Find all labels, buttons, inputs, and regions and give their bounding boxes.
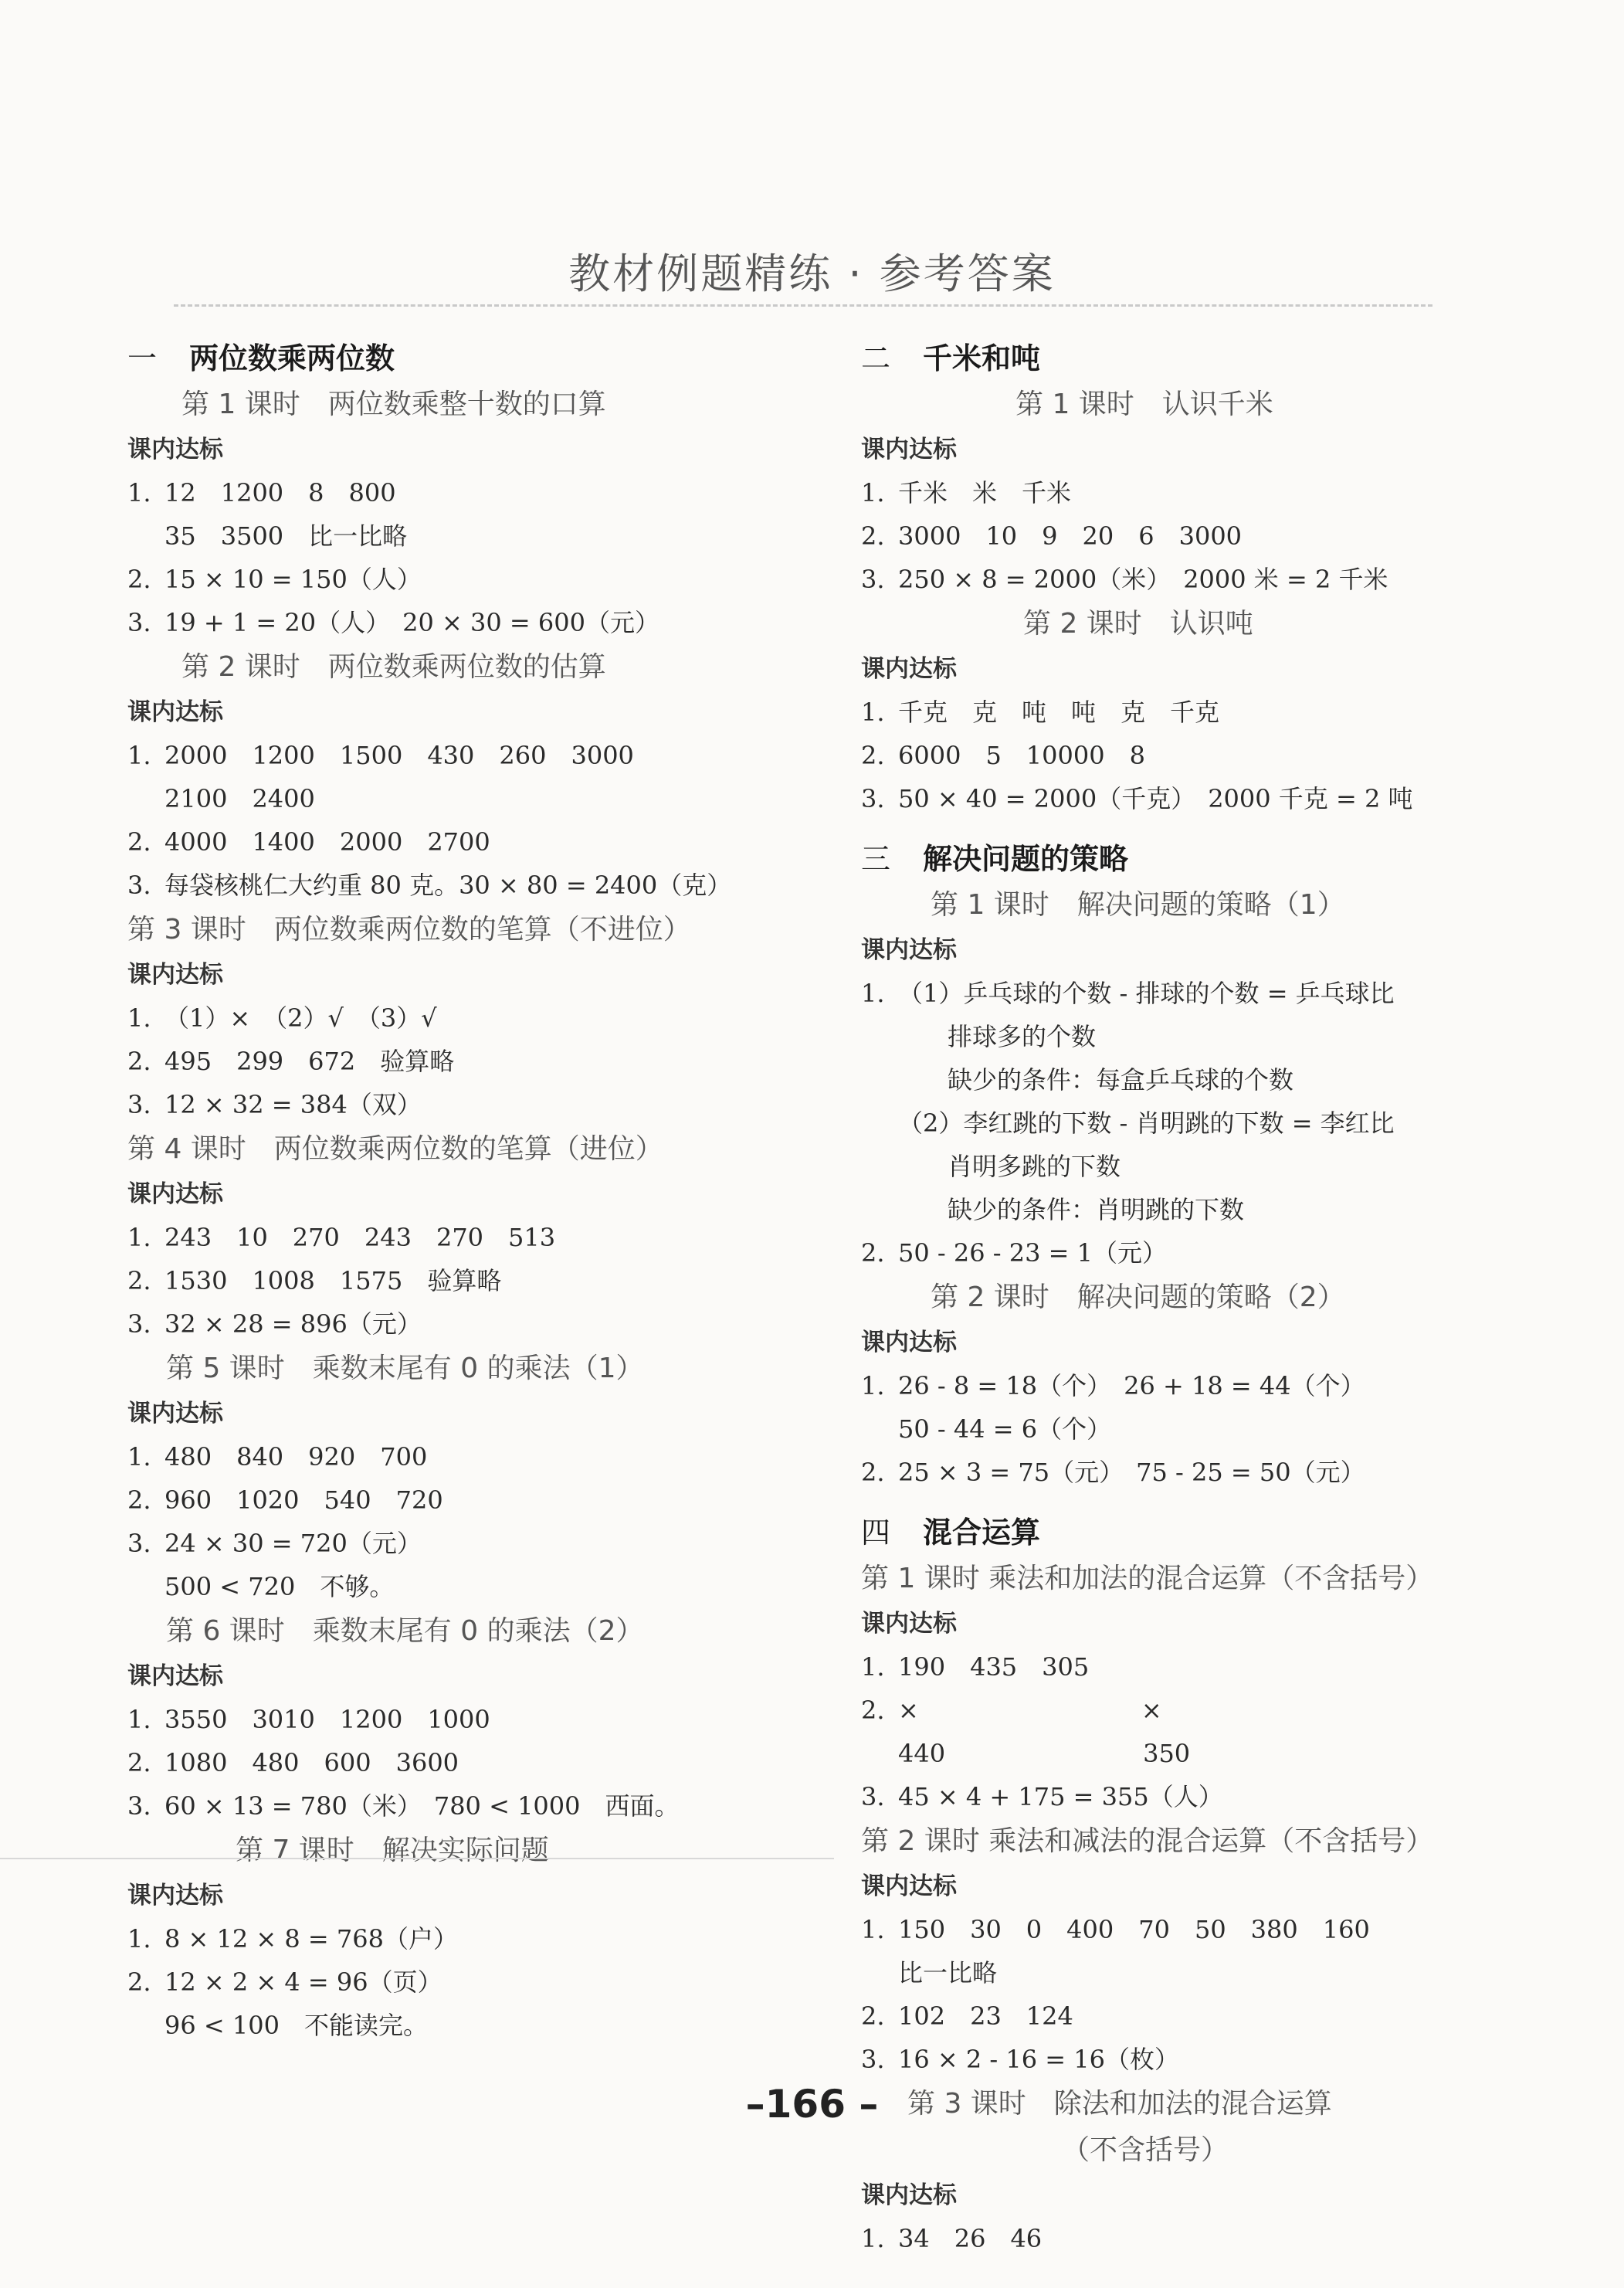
answer-text: 50 - 26 - 23 = 1（元） bbox=[898, 1238, 1167, 1268]
answer-text: 12 × 2 × 4 = 96（页） bbox=[164, 1967, 442, 1997]
question-number: 2. bbox=[861, 741, 885, 770]
unit-title: 两位数乘两位数 bbox=[189, 341, 395, 375]
answer-line bbox=[127, 1565, 822, 1608]
question-number: 3. bbox=[861, 2045, 885, 2074]
answer-line bbox=[127, 471, 822, 514]
answer-text: 50 - 44 = 6（个） bbox=[898, 1414, 1112, 1444]
answer-text: 480 840 920 700 bbox=[164, 1442, 428, 1472]
answer-line bbox=[861, 1951, 1556, 1994]
answer-text: 排球多的个数 bbox=[948, 1022, 1097, 1051]
answer-line bbox=[861, 1364, 1556, 1407]
question-number: 1. bbox=[127, 1003, 151, 1033]
answer-line bbox=[861, 1689, 1556, 1732]
section-label: 课内达标 bbox=[861, 2181, 957, 2209]
answer-text: 19 + 1 = 20（人） 20 × 30 = 600（元） bbox=[164, 608, 659, 637]
question-number: 1. bbox=[127, 1442, 151, 1472]
lesson-heading: 第 5 课时 乘数末尾有 0 的乘法（1） bbox=[166, 1353, 644, 1384]
answer-text: 缺少的条件：每盒乒乓球的个数 bbox=[948, 1065, 1294, 1095]
answer-line bbox=[861, 1775, 1556, 1818]
question-number: 2. bbox=[127, 1485, 151, 1515]
answer-text: （2）李红跳的下数 - 肖明跳的下数 = 李红比 bbox=[898, 1108, 1395, 1138]
answer-text: × × bbox=[898, 1696, 1162, 1725]
question-number: 3. bbox=[127, 1529, 151, 1558]
answer-text: 32 × 28 = 896（元） bbox=[164, 1309, 422, 1339]
page-crease bbox=[0, 1858, 834, 1859]
section-label: 课内达标 bbox=[861, 936, 957, 964]
answer-line bbox=[127, 1259, 822, 1302]
answer-text: 千米 米 千米 bbox=[898, 478, 1072, 508]
unit-title: 解决问题的策略 bbox=[923, 842, 1129, 876]
lesson-heading: 第 1 课时 乘法和加法的混合运算（不含括号） bbox=[861, 1563, 1434, 1594]
title-divider bbox=[174, 304, 1432, 307]
lesson-heading: 第 1 课时 两位数乘整十数的口算 bbox=[181, 389, 606, 420]
question-number: 3. bbox=[861, 565, 885, 594]
question-number: 3. bbox=[127, 871, 151, 900]
answer-text: 4000 1400 2000 2700 bbox=[164, 827, 490, 857]
answer-line bbox=[861, 1102, 1556, 1145]
lesson-heading: 第 7 课时 解决实际问题 bbox=[236, 1835, 549, 1866]
lesson-heading: 第 2 课时 认识吨 bbox=[1023, 608, 1253, 640]
section-label: 课内达标 bbox=[861, 1329, 957, 1356]
question-number: 1. bbox=[861, 478, 885, 508]
unit-heading bbox=[861, 335, 1556, 382]
question-number: 2. bbox=[127, 1748, 151, 1777]
unit-heading bbox=[127, 335, 822, 382]
answer-line bbox=[861, 2038, 1556, 2081]
answer-line bbox=[861, 2217, 1556, 2260]
answer-text: 150 30 0 400 70 50 380 160 bbox=[898, 1915, 1370, 1944]
section-label: 课内达标 bbox=[861, 655, 957, 683]
answer-line bbox=[127, 1040, 822, 1083]
question-number: 2. bbox=[127, 565, 151, 594]
answer-text: 缺少的条件：肖明跳的下数 bbox=[948, 1195, 1245, 1224]
section-label: 课内达标 bbox=[861, 1610, 957, 1638]
answer-text: 每袋核桃仁大约重 80 克。30 × 80 = 2400（克） bbox=[164, 871, 732, 900]
answer-text: 45 × 4 + 175 = 355（人） bbox=[898, 1782, 1223, 1811]
answer-text: 3550 3010 1200 1000 bbox=[164, 1705, 490, 1734]
answer-line bbox=[861, 1145, 1556, 1188]
right-column bbox=[861, 332, 1556, 2260]
answer-line bbox=[127, 1522, 822, 1565]
question-number: 2. bbox=[861, 521, 885, 551]
section-label: 课内达标 bbox=[127, 961, 223, 989]
answer-text: 3000 10 9 20 6 3000 bbox=[898, 521, 1243, 551]
answer-text: 比一比略 bbox=[898, 1958, 998, 1988]
answer-text: 6000 5 10000 8 bbox=[898, 741, 1145, 770]
answer-line bbox=[861, 471, 1556, 514]
lesson-heading: 第 2 课时 乘法和减法的混合运算（不含括号） bbox=[861, 1825, 1434, 1857]
question-number: 2. bbox=[127, 1266, 151, 1295]
answer-text: 1080 480 600 3600 bbox=[164, 1748, 459, 1777]
answer-line bbox=[861, 1732, 1556, 1775]
answer-text: 35 3500 比一比略 bbox=[164, 521, 408, 551]
answer-line bbox=[861, 1407, 1556, 1451]
unit-title: 千米和吨 bbox=[923, 341, 1041, 375]
question-number: 1. bbox=[127, 1705, 151, 1734]
answer-text: 102 23 124 bbox=[898, 2001, 1073, 2031]
lesson-heading: 第 6 课时 乘数末尾有 0 的乘法（2） bbox=[166, 1615, 644, 1647]
answer-line bbox=[127, 777, 822, 820]
answer-text: 50 × 40 = 2000（千克） 2000 千克 = 2 吨 bbox=[898, 784, 1413, 813]
question-number: 3. bbox=[127, 1309, 151, 1339]
answer-text: 2000 1200 1500 430 260 3000 bbox=[164, 741, 634, 770]
answer-line bbox=[861, 1188, 1556, 1231]
question-number: 3. bbox=[127, 1791, 151, 1821]
unit-number: 四 bbox=[861, 1516, 891, 1550]
lesson-heading: 第 2 课时 两位数乘两位数的估算 bbox=[181, 651, 606, 683]
page-number: –166 – bbox=[745, 2082, 879, 2127]
question-number: 3. bbox=[861, 784, 885, 813]
question-number: 2. bbox=[861, 1458, 885, 1487]
answer-line bbox=[127, 1216, 822, 1259]
answer-line bbox=[861, 1231, 1556, 1275]
answer-text: （1）× （2）√ （3）√ bbox=[164, 1003, 437, 1033]
answer-text: 24 × 30 = 720（元） bbox=[164, 1529, 422, 1558]
question-number: 2. bbox=[127, 1047, 151, 1076]
answer-line bbox=[127, 2004, 822, 2047]
answer-line bbox=[127, 1083, 822, 1126]
answer-text: 190 435 305 bbox=[898, 1652, 1090, 1682]
lesson-heading: 第 1 课时 认识千米 bbox=[1015, 389, 1273, 420]
answer-line bbox=[127, 1435, 822, 1478]
answer-line bbox=[127, 1784, 822, 1828]
question-number: 3. bbox=[861, 1782, 885, 1811]
answer-text: 千克 克 吨 吨 克 千克 bbox=[898, 698, 1220, 727]
unit-title: 混合运算 bbox=[923, 1516, 1041, 1550]
answer-line bbox=[127, 1698, 822, 1741]
answer-line bbox=[127, 514, 822, 558]
lesson-heading: （不含括号） bbox=[1062, 2134, 1229, 2166]
answer-text: 500 < 720 不够。 bbox=[164, 1572, 395, 1601]
answer-line bbox=[861, 1058, 1556, 1102]
unit-heading bbox=[861, 836, 1556, 882]
answer-text: 60 × 13 = 780（米） 780 < 1000 西面。 bbox=[164, 1791, 680, 1821]
lesson-heading: 第 3 课时 除法和加法的混合运算 bbox=[907, 2088, 1332, 2120]
page-title: 教材例题精练 · 参考答案 bbox=[568, 250, 1056, 298]
answer-text: 8 × 12 × 8 = 768（户） bbox=[164, 1924, 458, 1954]
question-number: 2. bbox=[127, 1967, 151, 1997]
unit-number: 二 bbox=[861, 341, 891, 375]
section-label: 课内达标 bbox=[127, 436, 223, 463]
answer-line bbox=[127, 1302, 822, 1346]
answer-line bbox=[861, 514, 1556, 558]
answer-text: 1530 1008 1575 验算略 bbox=[164, 1266, 502, 1295]
section-label: 课内达标 bbox=[127, 1662, 223, 1690]
answer-text: （1）乒乓球的个数 - 排球的个数 = 乒乓球比 bbox=[898, 979, 1395, 1008]
section-label: 课内达标 bbox=[127, 698, 223, 726]
answer-text: 26 - 8 = 18（个） 26 + 18 = 44（个） bbox=[898, 1371, 1365, 1400]
question-number: 2. bbox=[127, 827, 151, 857]
unit-number: 三 bbox=[861, 842, 891, 876]
answer-line bbox=[861, 691, 1556, 734]
question-number: 1. bbox=[861, 2224, 885, 2253]
answer-text: 12 × 32 = 384（双） bbox=[164, 1090, 422, 1119]
question-number: 1. bbox=[861, 698, 885, 727]
question-number: 1. bbox=[127, 1223, 151, 1252]
question-number: 1. bbox=[127, 741, 151, 770]
answer-line bbox=[127, 1917, 822, 1960]
answer-text: 243 10 270 243 270 513 bbox=[164, 1223, 556, 1252]
answer-line bbox=[861, 734, 1556, 777]
question-number: 1. bbox=[861, 1371, 885, 1400]
left-column bbox=[127, 332, 822, 2047]
answer-text: 肖明多跳的下数 bbox=[948, 1152, 1121, 1181]
question-number: 2. bbox=[861, 1238, 885, 1268]
lesson-heading: 第 1 课时 解决问题的策略（1） bbox=[931, 889, 1345, 921]
answer-text: 34 26 46 bbox=[898, 2224, 1043, 2253]
answer-line bbox=[861, 777, 1556, 820]
question-number: 1. bbox=[861, 1915, 885, 1944]
section-label: 课内达标 bbox=[127, 1400, 223, 1427]
question-number: 1. bbox=[861, 979, 885, 1008]
answer-text: 16 × 2 - 16 = 16（枚） bbox=[898, 2045, 1179, 2074]
answer-line bbox=[861, 1451, 1556, 1494]
answer-line bbox=[127, 1478, 822, 1522]
answer-line bbox=[127, 734, 822, 777]
answer-line bbox=[127, 601, 822, 644]
answer-text: 96 < 100 不能读完。 bbox=[164, 2011, 428, 2040]
answer-line bbox=[861, 558, 1556, 601]
question-number: 1. bbox=[127, 478, 151, 508]
question-number: 1. bbox=[127, 1924, 151, 1954]
answer-line bbox=[127, 864, 822, 907]
lesson-heading: 第 4 课时 两位数乘两位数的笔算（进位） bbox=[127, 1133, 663, 1165]
answer-line bbox=[861, 1645, 1556, 1689]
question-number: 3. bbox=[127, 608, 151, 637]
answer-line bbox=[127, 1741, 822, 1784]
question-number: 1. bbox=[861, 1652, 885, 1682]
section-label: 课内达标 bbox=[861, 436, 957, 463]
answer-text: 250 × 8 = 2000（米） 2000 米 = 2 千米 bbox=[898, 565, 1388, 594]
answer-line bbox=[861, 1994, 1556, 2038]
answer-line bbox=[861, 1908, 1556, 1951]
answer-line bbox=[127, 1960, 822, 2004]
answer-text: 25 × 3 = 75（元） 75 - 25 = 50（元） bbox=[898, 1458, 1365, 1487]
unit-heading bbox=[861, 1509, 1556, 1556]
answer-line bbox=[127, 558, 822, 601]
unit-number: 一 bbox=[127, 341, 158, 375]
question-number: 2. bbox=[861, 2001, 885, 2031]
section-label: 课内达标 bbox=[127, 1882, 223, 1909]
answer-text: 12 1200 8 800 bbox=[164, 478, 396, 508]
answer-text: 15 × 10 = 150（人） bbox=[164, 565, 422, 594]
lesson-heading: 第 2 课时 解决问题的策略（2） bbox=[931, 1281, 1345, 1313]
question-number: 2. bbox=[861, 1696, 885, 1725]
section-label: 课内达标 bbox=[861, 1872, 957, 1900]
lesson-heading: 第 3 课时 两位数乘两位数的笔算（不进位） bbox=[127, 914, 691, 945]
answer-text: 2100 2400 bbox=[164, 784, 315, 813]
section-label: 课内达标 bbox=[127, 1180, 223, 1208]
answer-line bbox=[127, 996, 822, 1040]
answer-text: 495 299 672 验算略 bbox=[164, 1047, 455, 1076]
answer-text: 440 350 bbox=[898, 1739, 1191, 1768]
answer-line bbox=[127, 820, 822, 864]
question-number: 3. bbox=[127, 1090, 151, 1119]
answer-text: 960 1020 540 720 bbox=[164, 1485, 443, 1515]
answer-line bbox=[861, 1015, 1556, 1058]
answer-line bbox=[861, 972, 1556, 1015]
